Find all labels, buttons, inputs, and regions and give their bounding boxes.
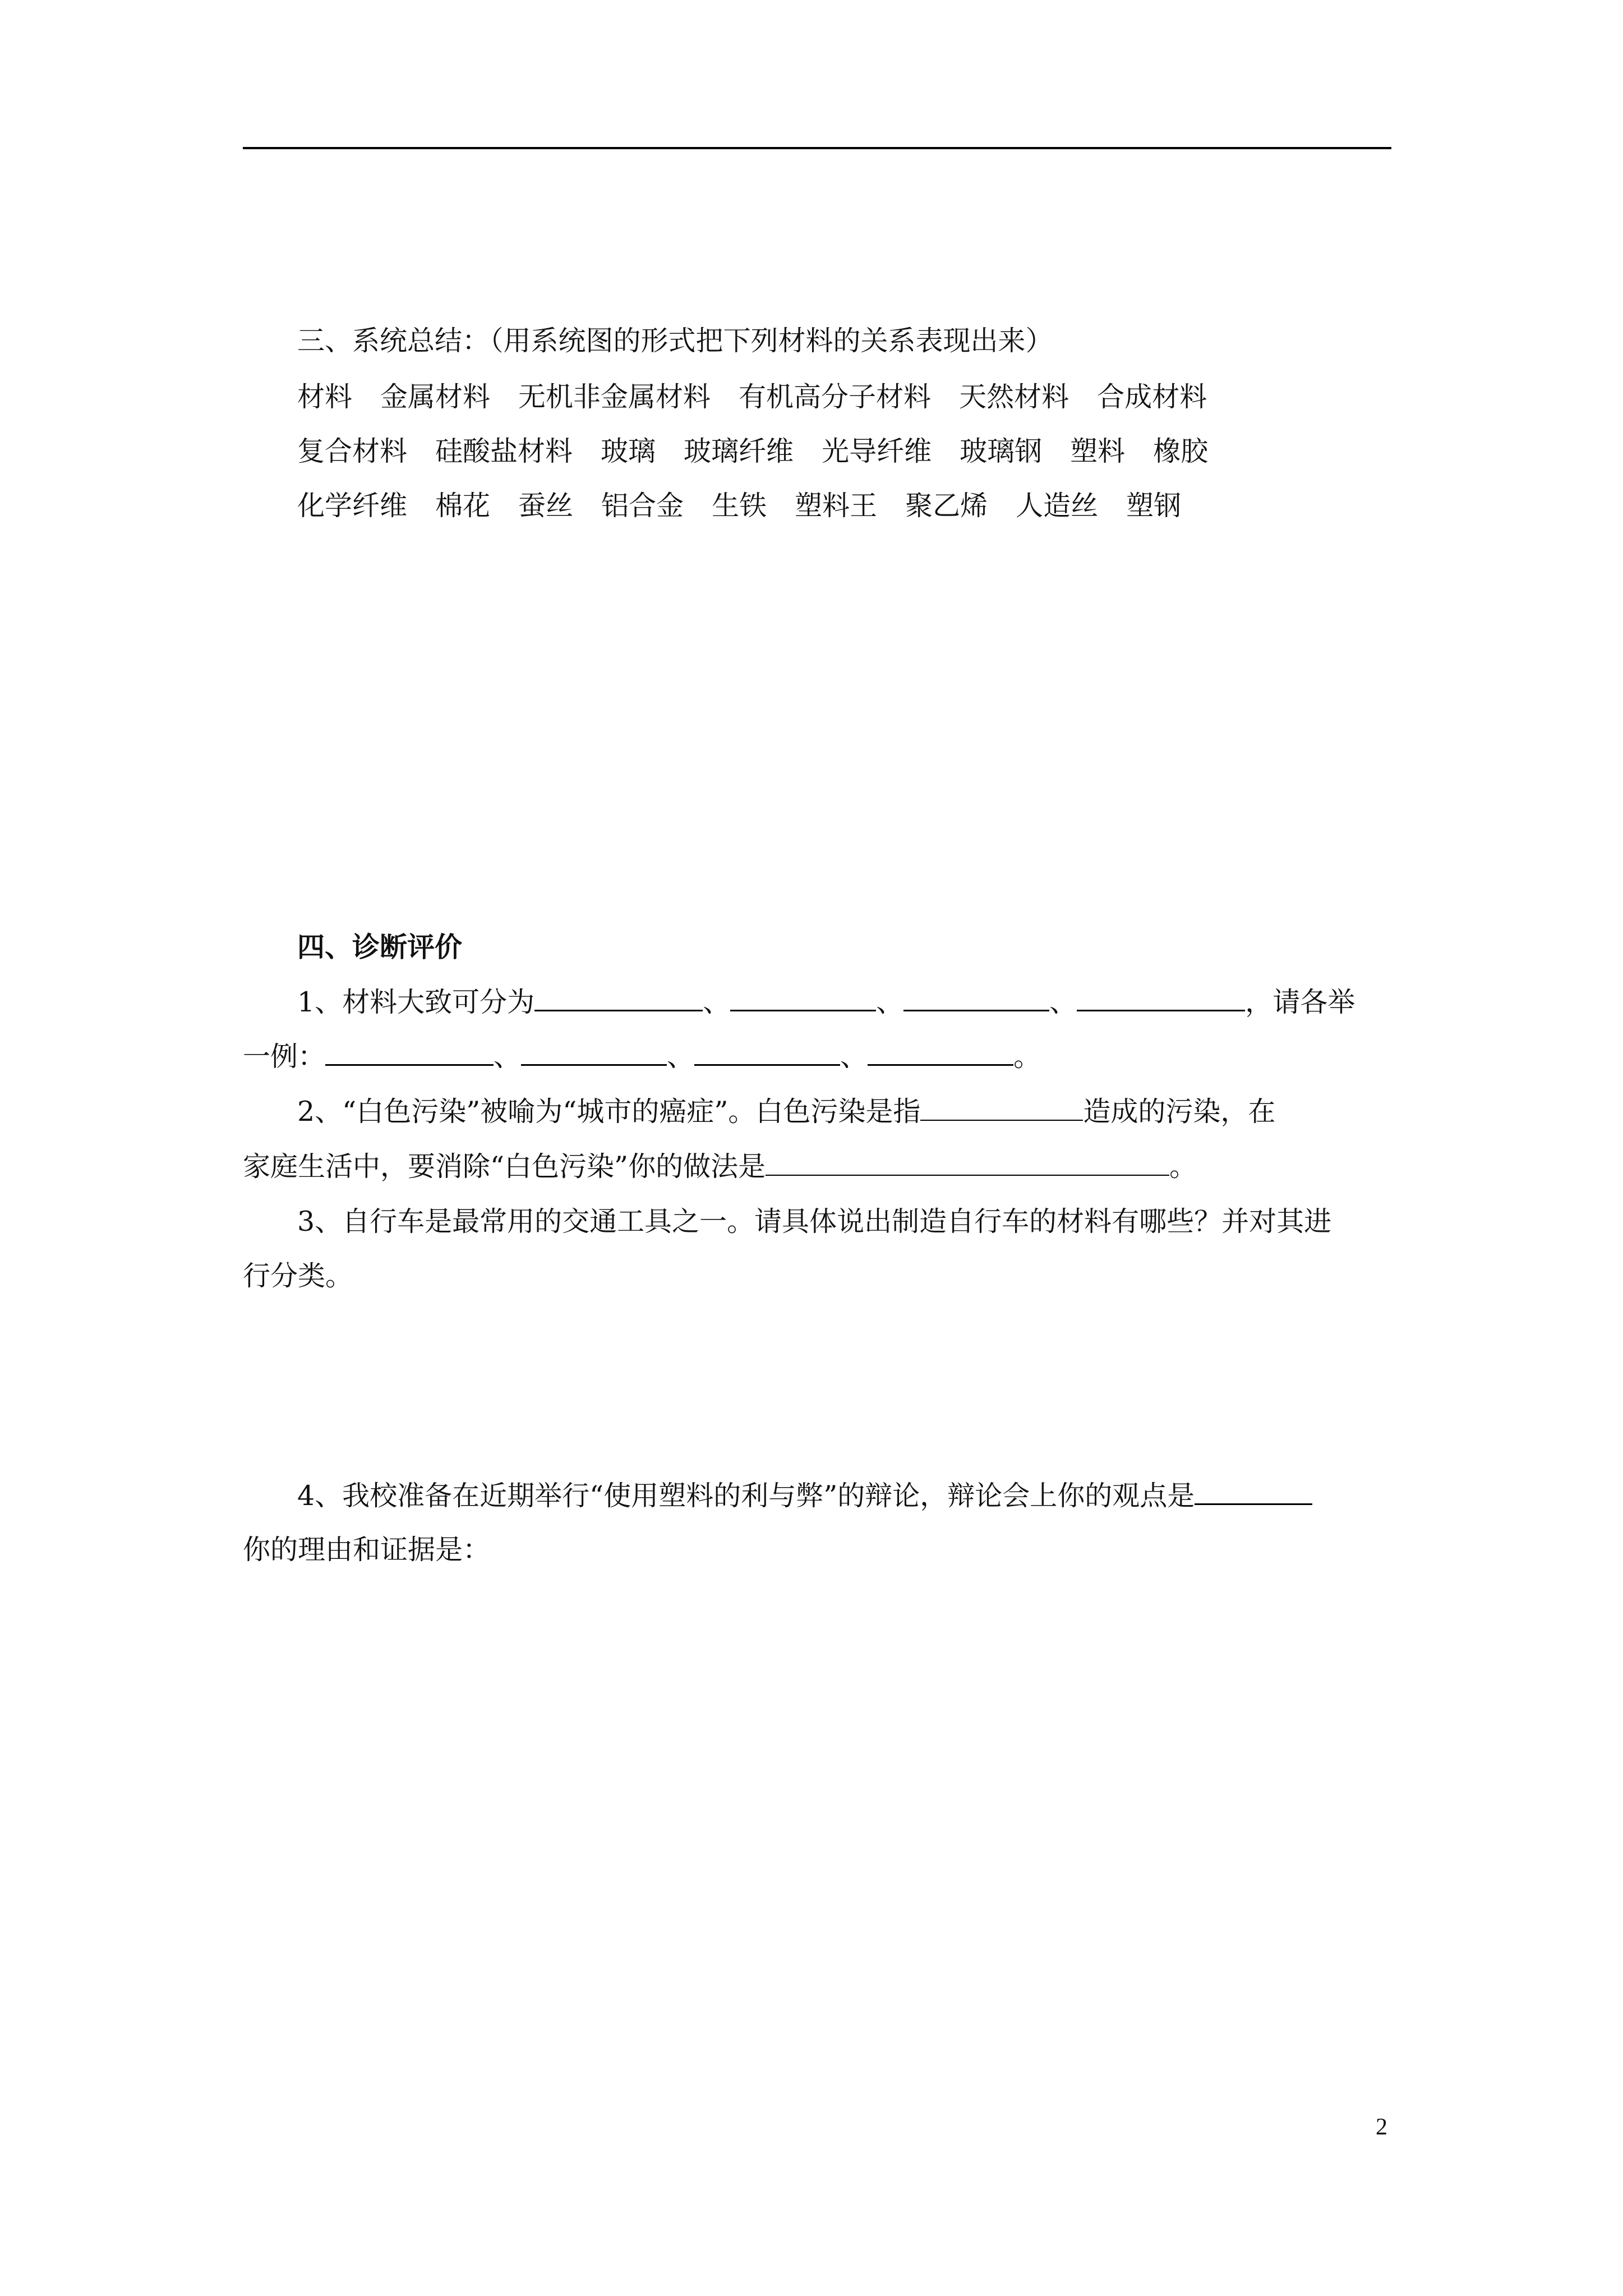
material-term: 塑料王 — [795, 490, 878, 522]
section3-title: 三、系统总结：（用系统图的形式把下列材料的关系表现出来） — [297, 325, 1053, 357]
section4-title: 四、诊断评价 — [297, 931, 463, 963]
materials-row-3 — [297, 489, 1181, 523]
material-term: 硅酸盐材料 — [435, 435, 573, 467]
q2-line2: 家庭生活中，要消除“白色污染”你的做法是 — [243, 1151, 766, 1182]
question-4-line-1 — [297, 1479, 1312, 1513]
answer-blank[interactable] — [766, 1150, 1169, 1176]
material-term: 棉花 — [435, 490, 491, 522]
material-term: 塑料 — [1070, 435, 1126, 467]
answer-blank[interactable] — [1195, 1479, 1312, 1505]
answer-blank[interactable] — [534, 985, 703, 1011]
q1-end: 。 — [1013, 1041, 1041, 1073]
page-number: 2 — [1376, 2114, 1387, 2140]
separator: 、 — [494, 1041, 522, 1073]
material-term: 橡胶 — [1153, 435, 1209, 467]
materials-row-1 — [297, 380, 1207, 414]
material-term: 生铁 — [712, 490, 767, 522]
question-3-line-1: 3、自行车是最常用的交通工具之一。请具体说出制造自行车的材料有哪些？并对其进 — [297, 1205, 1332, 1237]
question-2-line-1 — [297, 1095, 1275, 1129]
material-term: 玻璃 — [601, 435, 656, 467]
answer-blank[interactable] — [730, 985, 876, 1011]
header-rule — [243, 147, 1391, 149]
materials-row-2 — [297, 435, 1208, 468]
q2-part2: 造成的污染，在 — [1083, 1096, 1276, 1128]
material-term: 金属材料 — [380, 381, 491, 413]
answer-blank[interactable] — [920, 1095, 1083, 1121]
q1-suffix: ，请各举 — [1245, 986, 1355, 1018]
q2-part1: 2、“白色污染”被喻为“城市的癌症”。白色污染是指 — [297, 1096, 921, 1128]
material-term: 玻璃纤维 — [684, 435, 794, 467]
material-term: 铝合金 — [601, 490, 684, 522]
answer-blank[interactable] — [521, 1039, 667, 1066]
separator: 、 — [876, 986, 904, 1018]
separator: 、 — [840, 1041, 868, 1073]
material-term: 聚乙烯 — [905, 490, 988, 522]
material-term: 天然材料 — [959, 381, 1069, 413]
material-term: 有机高分子材料 — [739, 381, 932, 413]
q1-prefix: 1、材料大致可分为 — [297, 986, 535, 1018]
answer-blank[interactable] — [694, 1039, 840, 1066]
material-term: 蚕丝 — [518, 490, 574, 522]
material-term: 材料 — [297, 381, 353, 413]
separator: 、 — [703, 986, 731, 1018]
question-3-line-2: 行分类。 — [243, 1260, 353, 1292]
material-term: 复合材料 — [297, 435, 408, 467]
separator: 、 — [667, 1041, 695, 1073]
question-4-line-2: 你的理由和证据是： — [243, 1534, 491, 1566]
material-term: 化学纤维 — [297, 490, 408, 522]
question-1-line-1 — [297, 985, 1355, 1019]
answer-blank[interactable] — [325, 1039, 494, 1066]
answer-blank[interactable] — [1077, 985, 1245, 1011]
q4-line1: 4、我校准备在近期举行“使用塑料的利与弊”的辩论，辩论会上你的观点是 — [297, 1480, 1195, 1512]
separator: 、 — [1049, 986, 1077, 1018]
answer-blank[interactable] — [903, 985, 1049, 1011]
material-term: 无机非金属材料 — [518, 381, 711, 413]
answer-blank[interactable] — [868, 1039, 1013, 1066]
material-term: 光导纤维 — [822, 435, 932, 467]
question-1-line-2 — [243, 1039, 1041, 1074]
q1-line2-prefix: 一例： — [243, 1041, 326, 1073]
material-term: 塑钢 — [1126, 490, 1182, 522]
q2-end: 。 — [1169, 1151, 1197, 1182]
material-term: 玻璃钢 — [960, 435, 1043, 467]
question-2-line-2 — [243, 1150, 1197, 1184]
material-term: 人造丝 — [1016, 490, 1099, 522]
material-term: 合成材料 — [1097, 381, 1207, 413]
